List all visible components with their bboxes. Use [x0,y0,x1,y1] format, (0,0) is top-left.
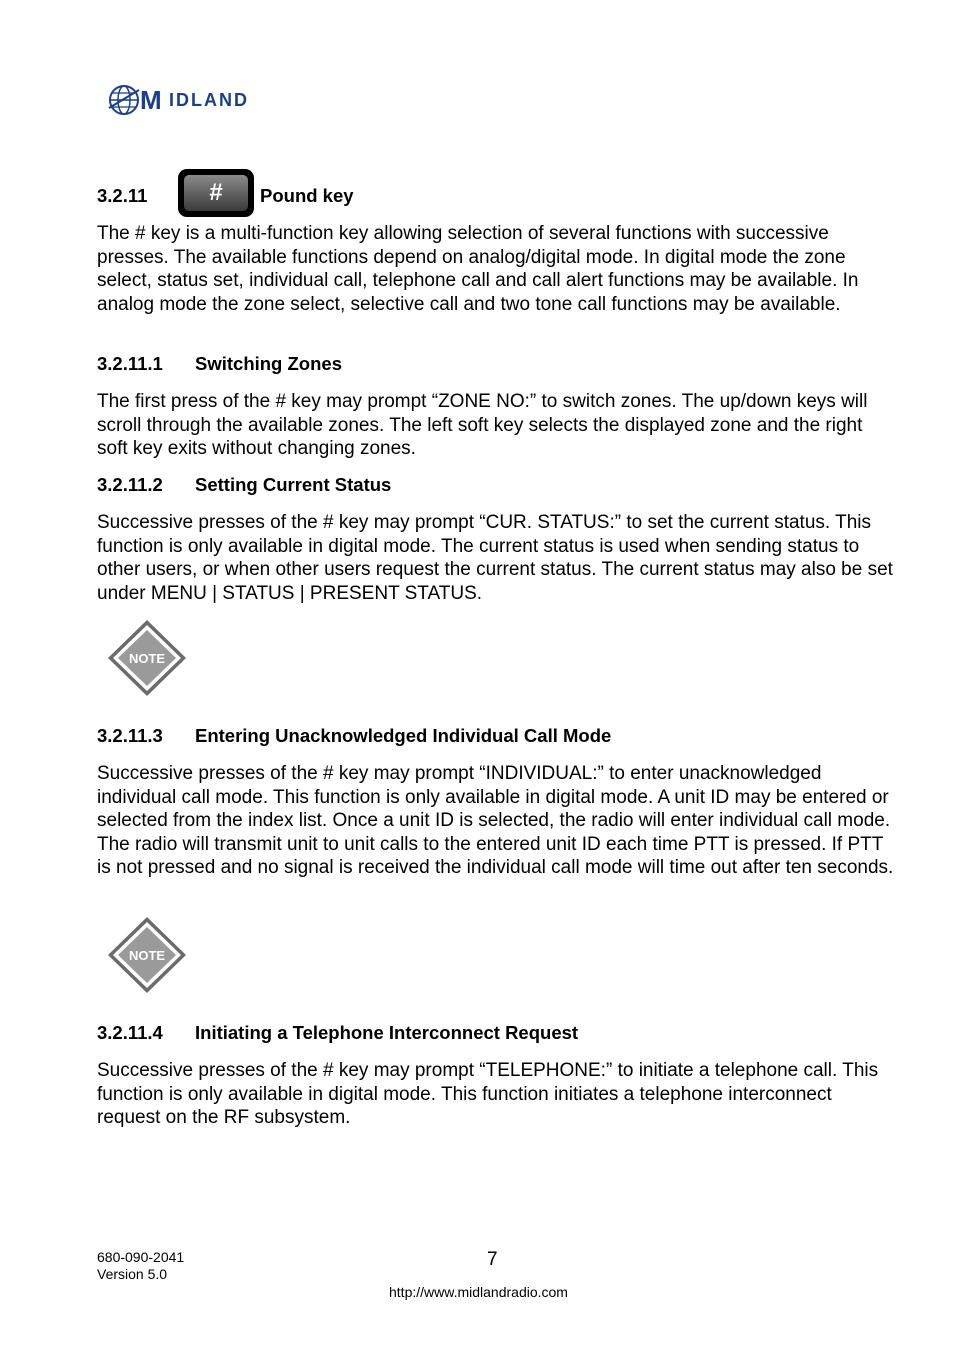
section-intro: The # key is a multi-function key allowing selection of several functions with successive presses. The available functions depend on analog/digital mode. In digital mode the zone select, status set, individual call, telephone call and call alert functions may be available. In analog mode the zone select, selective call and two tone call functions may be available. [97,223,859,315]
page-number: 7 [487,1249,498,1270]
pound-key-image [178,169,254,217]
subsection-body-4: Successive presses of the # key may prompt “TELEPHONE:” to initiate a telephone call. This function is only available in digital mode. This function initiates a telephone interconnect request on the RF subsystem. [97,1060,879,1128]
subsection-heading-2 [97,474,391,496]
logo-wordmark: IDLAND [169,90,249,110]
subsection-number: 3.2.11.3 [97,725,163,746]
note-icon [106,618,188,698]
section-heading [97,185,147,207]
midland-logo [107,78,301,122]
subsection-body-3: Successive presses of the # key may prompt “INDIVIDUAL:” to enter unacknowledged individual call mode. This function is only available in digital mode. A unit ID may be entered or selected from the index list. Once a unit ID is selected, the radio will enter individual call mode. The radio will transmit unit to unit calls to the entered unit ID each time PTT is pressed. If PTT is not pressed and no signal is received the individual call mode will time out after ten seconds. [97,763,894,878]
section-number: 3.2.11 [97,185,148,206]
subsection-heading-3 [97,725,611,747]
subsection-number: 3.2.11.2 [97,474,163,495]
subsection-title: Switching Zones [195,353,342,374]
subsection-body-1: The first press of the # key may prompt “ZONE NO:” to switch zones. The up/down keys will scroll through the available zones. The left soft key selects the displayed zone and the right soft key exits without changing zones. [97,391,868,459]
globe-icon [107,82,141,118]
pound-key-symbol: # [184,175,248,211]
svg-text:M: M [140,88,162,112]
subsection-number: 3.2.11.4 [97,1022,163,1043]
subsection-heading-1 [97,353,342,375]
subsection-heading-4 [97,1022,578,1044]
logo-initial [140,88,170,112]
svg-text:NOTE: NOTE [128,651,166,666]
subsection-title: Entering Unacknowledged Individual Call Mode [195,725,612,746]
subsection-number: 3.2.11.1 [97,353,163,374]
doc-number: 680-090-2041 [97,1249,185,1265]
subsection-body-2: Successive presses of the # key may prompt “CUR. STATUS:” to set the current status. This function is only available in digital mode. The current status is used when sending status to other users, or when other users request the current status. The current status may also be set under MENU | STATUS | PRESENT STATUS. [97,512,893,604]
section-title: Pound key [260,185,354,206]
note-icon [106,915,188,995]
subsection-title: Initiating a Telephone Interconnect Request [195,1022,579,1043]
footer-url[interactable]: http://www.midlandradio.com [389,1284,568,1300]
svg-text:NOTE: NOTE [128,948,166,963]
version: Version 5.0 [97,1266,168,1282]
subsection-title: Setting Current Status [195,474,392,495]
